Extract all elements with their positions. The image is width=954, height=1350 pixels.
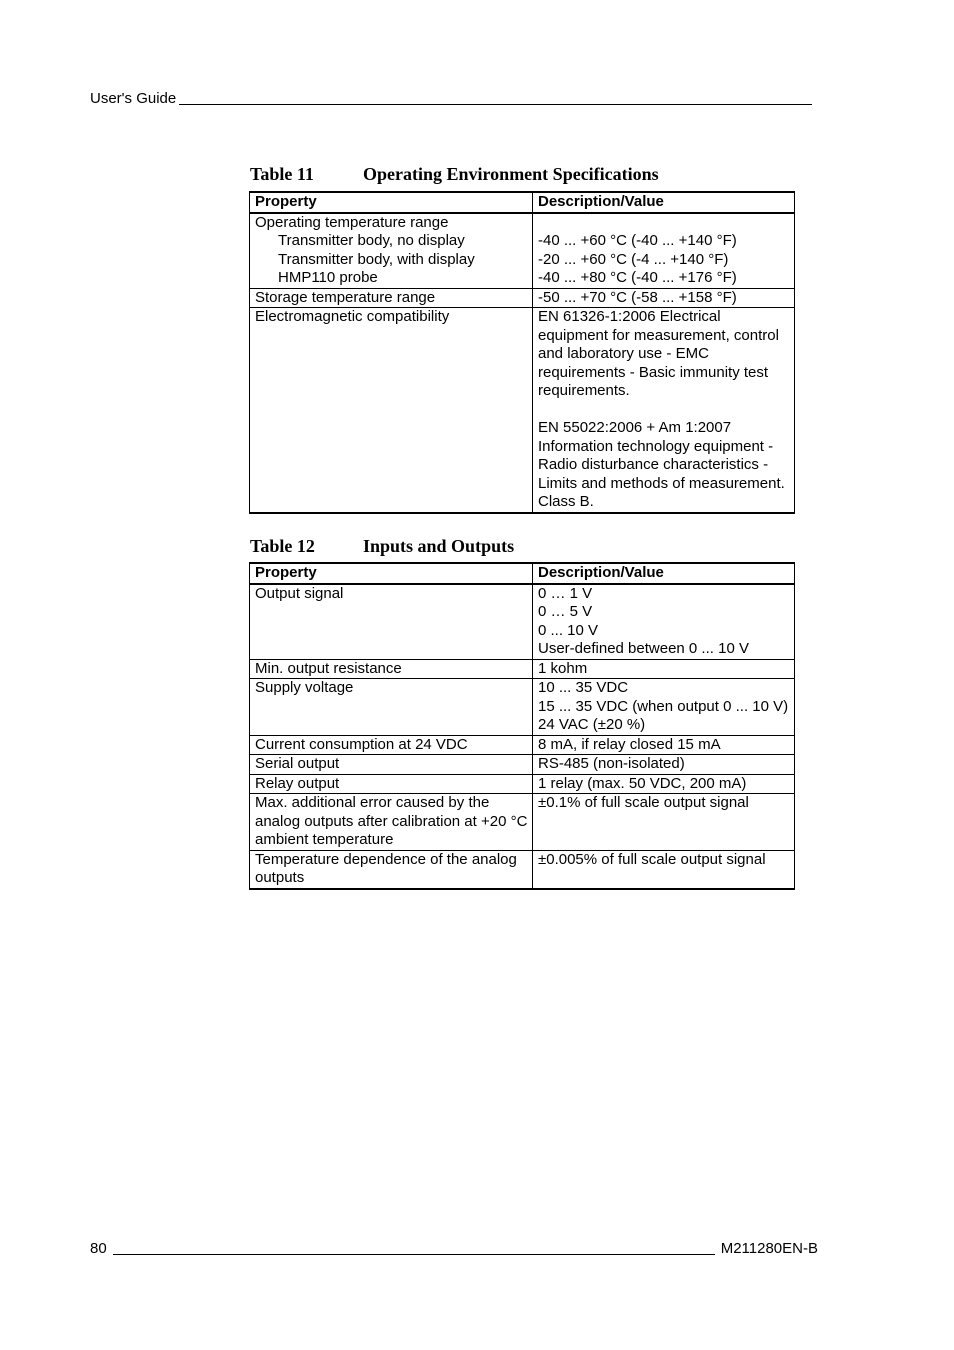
table-row — [250, 794, 795, 851]
value-text: -20 ... +60 °C (-4 ... +140 °F) — [538, 250, 729, 268]
table-row — [250, 308, 795, 513]
value-text: 0 ... 10 V — [538, 621, 599, 639]
property-cell: Max. additional error caused by the analog outputs after calibration at +20 °C ambient temperature — [250, 794, 533, 851]
value-cell: 1 kohm — [533, 659, 795, 679]
value-text: 0 … 5 V — [538, 603, 593, 620]
table12-number: Table 12 — [250, 536, 315, 556]
value-text: User-defined between 0 ... 10 V — [538, 640, 749, 657]
table-row — [250, 659, 795, 679]
property-cell: Storage temperature range — [250, 288, 533, 308]
property-subitem: Transmitter body, with display — [278, 250, 475, 268]
property-cell: Serial output — [250, 755, 533, 775]
value-text: 24 VAC (±20 %) — [538, 716, 646, 733]
value-text: 10 ... 35 VDC — [538, 679, 629, 696]
property-cell: Min. output resistance — [250, 659, 533, 679]
table-header-row — [250, 563, 795, 584]
header-rule — [179, 90, 812, 105]
table12 — [249, 562, 795, 890]
property-cell: Electromagnetic compatibility — [250, 308, 533, 513]
page-header — [90, 90, 815, 108]
table11 — [249, 191, 795, 514]
table-row — [250, 735, 795, 755]
doc-code: M211280EN-B — [720, 1240, 818, 1257]
col-header-property: Property — [250, 563, 533, 584]
header-title: User's Guide — [90, 90, 177, 107]
property-subitem: Transmitter body, no display — [278, 232, 465, 249]
table12-caption — [250, 536, 514, 556]
property-cell: Temperature dependence of the analog outputs — [250, 850, 533, 889]
page-number: 80 — [90, 1240, 107, 1257]
table-row — [250, 850, 795, 889]
property-cell: Current consumption at 24 VDC — [250, 735, 533, 755]
value-text: EN 55022:2006 + Am 1:2007 Information technology equipment - Radio disturbance characteristics - Limits and methods of measurement. Class B. — [538, 419, 785, 510]
value-cell: 8 mA, if relay closed 15 mA — [533, 735, 795, 755]
property-cell: Relay output — [250, 774, 533, 794]
value-cell: RS-485 (non-isolated) — [533, 755, 795, 775]
property-cell: Output signal — [250, 584, 533, 660]
table-row — [250, 213, 795, 289]
value-cell: -50 ... +70 °C (-58 ... +158 °F) — [533, 288, 795, 308]
value-text: 15 ... 35 VDC (when output 0 ... 10 V) — [538, 697, 789, 715]
table11-caption — [250, 164, 659, 184]
table-row — [250, 584, 795, 660]
value-text: EN 61326-1:2006 Electrical equipment for measurement, control and laboratory use - EMC requirements - Basic immunity test requirements. — [538, 308, 779, 399]
value-cell — [533, 213, 795, 289]
table-header-row — [250, 192, 795, 213]
col-header-value: Description/Value — [533, 563, 795, 584]
table-row — [250, 755, 795, 775]
page-footer — [90, 1240, 818, 1258]
value-cell — [533, 308, 795, 513]
property-subitem: HMP110 probe — [278, 269, 378, 286]
value-cell — [533, 584, 795, 660]
value-text: 0 … 1 V — [538, 584, 593, 602]
col-header-value: Description/Value — [533, 192, 795, 213]
property-cell: Supply voltage — [250, 679, 533, 736]
value-text: -40 ... +80 °C (-40 ... +176 °F) — [538, 269, 737, 286]
value-cell: 1 relay (max. 50 VDC, 200 mA) — [533, 774, 795, 794]
value-cell — [533, 679, 795, 736]
value-text: -40 ... +60 °C (-40 ... +140 °F) — [538, 232, 737, 249]
col-header-property: Property — [250, 192, 533, 213]
table-row — [250, 288, 795, 308]
value-cell: ±0.1% of full scale output signal — [533, 794, 795, 851]
table-row — [250, 774, 795, 794]
table11-number: Table 11 — [250, 164, 314, 184]
table11-title: Operating Environment Specifications — [363, 164, 659, 184]
table-row — [250, 679, 795, 736]
value-cell: ±0.005% of full scale output signal — [533, 850, 795, 889]
footer-rule — [113, 1240, 715, 1255]
property-text: Operating temperature range — [255, 213, 449, 231]
property-cell — [250, 213, 533, 289]
table12-title: Inputs and Outputs — [363, 536, 515, 556]
